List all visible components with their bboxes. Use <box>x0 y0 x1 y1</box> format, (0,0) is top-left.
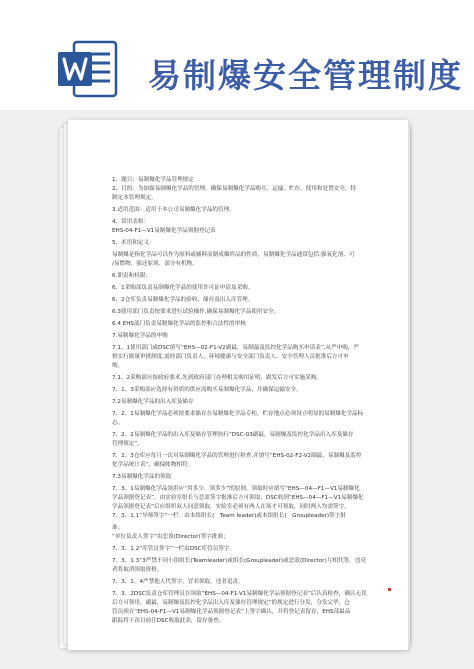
document-line: 制定本管理规定。 <box>112 195 157 201</box>
document-line: 学品领据登记表”后应组织双人同意领取，实验室必须有两人在场才可领取，同时两人均需签字。 <box>112 504 350 510</box>
document-line: 2、目的：为加强易制爆化学品的管理，确保易制爆化学品购买、运输、贮存、使用和处置安全，特 <box>112 186 357 192</box>
document-line: “单位负责人签字”由恋盈(Director)签字批准； <box>112 534 229 540</box>
document-line: 6.4 EHS部门负责易制爆化学品的监控和合法性的审核 <box>112 321 246 327</box>
document-line: 5、术语和定义： <box>112 240 155 246</box>
document-line: 6.职责和权限： <box>112 273 151 279</box>
document-line: 7、3、2DSC负责仓库管理员在领取“EHS—04-F1-V1易制爆化学品领据登记表”后认真检查，确认无误 <box>112 591 367 597</box>
document-line: 志。 <box>112 420 124 426</box>
document-page <box>68 120 408 650</box>
document-line: 7.1、1使用部门或DSC填写“EHS—02-F1-V2副最，易制最及监控化学品购买申请表”,从严申购，严 <box>112 345 360 351</box>
document-line: 7.3易制爆化学品的领取 <box>112 474 172 480</box>
document-line: 7、1、3采购部应选择有资质的供应商购买易制爆化学品，并确保运输安全。 <box>112 387 302 393</box>
document-body <box>112 176 374 626</box>
document-line: 7.易制爆化学品的申购 <box>112 333 168 339</box>
page-marker <box>388 588 391 591</box>
document-line: 6.3使用部门负责按要求进行试验操作,确保易制爆化学品使用安全。 <box>112 309 280 315</box>
document-line: EHS-04-F1—V1易制爆化学品领据登记表 <box>112 228 216 234</box>
document-line: 6、1采购部负责易制爆化学品的使用许可证申请及采购。 <box>112 285 254 291</box>
document-line: 7.2易制爆化学品的出入库及储存 <box>112 399 194 405</box>
document-line: 7、2、1易制爆化学品必须按要求储存在易制爆化学品专柜，贮存地点必须设立明显的易制爆化学品标 <box>112 411 364 417</box>
document-line: 7、2、2易制爆化学品的出入库及储存管理执行“DSC-03副最，易制爆及监控化学品出入库及储存 <box>112 432 354 438</box>
word-document-icon <box>56 40 118 98</box>
document-line: 7、3、1易制爆化学品领用应“用多少，领多少”的原则，领取时应填写“EHS—04—F1—V1易制爆化 <box>112 486 360 492</box>
document-preview-area <box>0 110 474 669</box>
document-line: 管理规定”。 <box>112 441 143 447</box>
document-line: 学品领据登记表”，由实验室组长与恋盈签字批准后方可领取，DSC收到“EHS—04—F1—V1易制爆化 <box>112 495 364 501</box>
document-line: 跟踪将于次日前往DSC收取此表，留存备查。 <box>112 618 225 624</box>
document-line: 7、3、1.2“库管员签字”一栏由DSC库管员签字。 <box>112 546 236 552</box>
document-line: 7、3、1.1“导师签字”一栏：由本组组长( Team leader)或本组组长( Groupleader)签字批 <box>112 513 346 519</box>
document-line: 化学品统计表”，确保帐物相符。 <box>112 462 194 468</box>
document-line: 7.1、2采购部应按政府要求,先到政府部门办理相关购用证明，跟发后方可实施采购。 <box>112 375 323 381</box>
document-line: 格实行据量审批制度,需经部门负责人、环境健康与安全部门负责人、安全管理人员批准后方可申 <box>112 354 349 360</box>
document-line: 1、题目：易制爆化学品管理规定 <box>112 177 194 183</box>
page-title: 易制爆安全管理制度 <box>148 56 463 95</box>
document-line: 7、3、1.3“3严禁不同小组组长(Teamleader)或组长(Groupleader)或恋盈(Director)互相代签，违反 <box>112 558 366 564</box>
document-line: 准； <box>112 525 124 531</box>
document-line: 者将取消领取资格。 <box>112 567 163 573</box>
document-line: 7、3、1、4严禁他人代签字，冒名领取，违者追责。 <box>112 579 244 585</box>
document-line: 后方可领用，副最，易制爆及监控化学品出入库及储存管理规定”的规定进行分发，分发完毕，仓 <box>112 600 350 606</box>
document-line: 7、2、3仓库应每月一次对易制爆化学品的管理进行检查,并填写“EHS-02-F2-V2副最，易制爆及监控 <box>112 453 362 459</box>
document-line: 6、2仓库负责易制爆化学品的验收、储存及出入库管理。 <box>112 297 254 303</box>
document-line: 购。 <box>112 363 124 369</box>
banner-header <box>0 0 474 110</box>
document-line: 3.适用范围：适用于本公司易制爆化学品的管理。 <box>112 207 235 213</box>
document-line: /易燃物、强还原剂、部分有机物。 <box>112 261 198 267</box>
document-line: 易制爆是指化学品可以作为原料或辅料而制成爆炸品的性质，易制爆化学品通常包括:强氧化剂、可 <box>112 252 355 258</box>
document-line: 管员须在“EHS-04-F1—V1易制爆化学品领据登记表”上签字确认，并将登记表留存，EHS部最品 <box>112 609 351 615</box>
document-line: 4、常用表格： <box>112 219 150 225</box>
